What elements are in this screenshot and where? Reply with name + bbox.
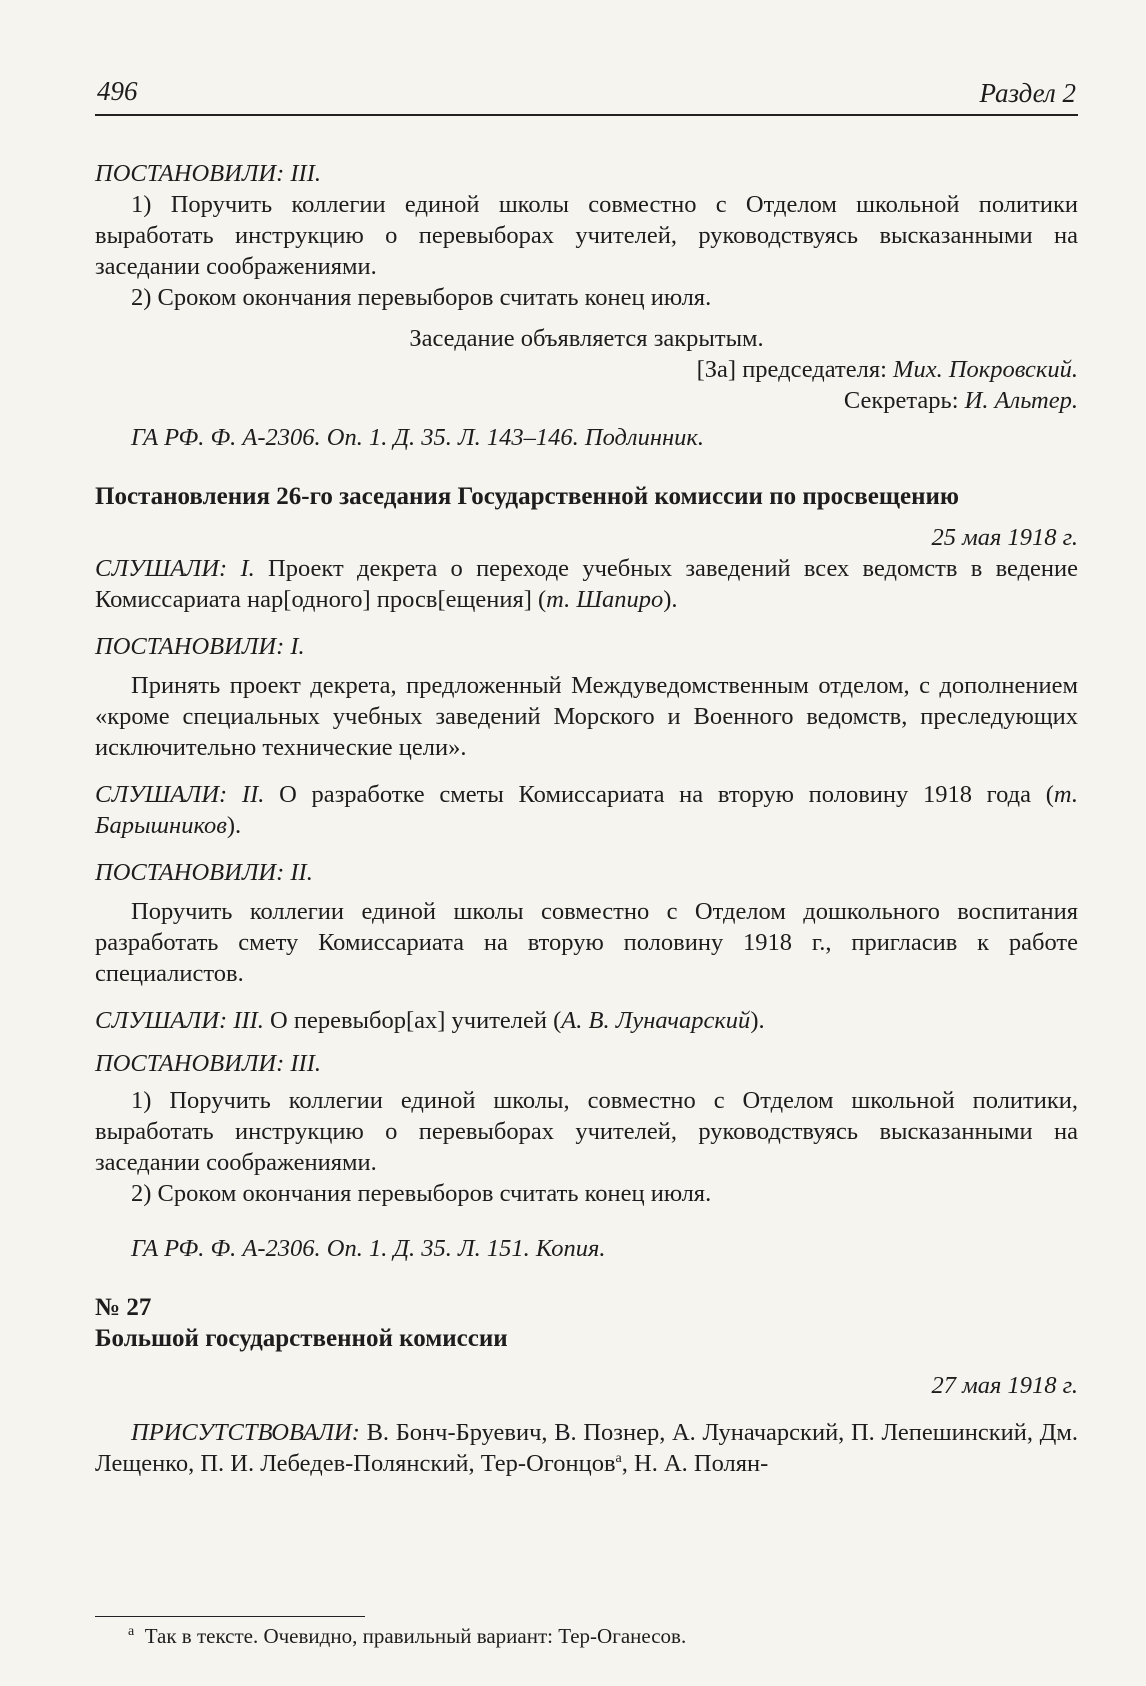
footnote-divider [95, 1616, 365, 1617]
resolved-label: ПОСТАНОВИЛИ: III. [95, 160, 321, 187]
attendees-paragraph: ПРИСУТСТВОВАЛИ: В. Бонч-Бруевич, В. Познер, А. Луначарский, П. Лепешинский, Дм. Лещенко, П. И. Лебедев-Полянский, Тер-Огонцов$^а$, Н. А. Полян- [95, 1419, 1078, 1477]
resolution-item: 1) Поручить коллегии единой школы совместно с Отделом школьной политики выработать инструкцию о перевыборах учителей, руководствуясь высказанными на заседании соображениями. [95, 191, 1078, 280]
resolution-item: 2) Сроком окончания перевыборов считать конец июля. [131, 284, 712, 311]
speaker: т. Шапиро [546, 586, 664, 613]
resolution-item: 1) Поручить коллегии единой школы, совместно с Отделом школьной политики, выработать инструкцию о перевыборах учителей, руководствуясь высказанными на заседании соображениями. [95, 1087, 1078, 1176]
attendees-label: ПРИСУТСТВОВАЛИ: [131, 1419, 360, 1446]
heard-item: СЛУШАЛИ: III. О перевыбор[ах] учителей (А. В. Луначарский). [95, 1007, 765, 1034]
closing-statement: Заседание объявляется закрытым. [409, 325, 764, 352]
secretary-name: И. Альтер. [964, 387, 1078, 414]
resolved-label: ПОСТАНОВИЛИ: I. [95, 633, 305, 660]
document-date: 25 мая 1918 г. [931, 524, 1078, 551]
speaker: А. В. Луначарский [561, 1007, 751, 1034]
secretary-prefix: Секретарь: [843, 387, 965, 414]
resolution-text: Принять проект декрета, предложенный Междуведомственным отделом, с дополнением «кроме специальных учебных заведений Морского и Военного ведомств, преследующих исключительно технические цели». [95, 672, 1078, 761]
footnote-text: Так в тексте. Очевидно, правильный вариант: Тер-Оганесов. [144, 1624, 687, 1648]
archive-reference: ГА РФ. Ф. А-2306. Оп. 1. Д. 35. Л. 151. Копия. [131, 1235, 606, 1262]
chair-prefix: [За] председателя: [696, 356, 894, 383]
resolution-item: 2) Сроком окончания перевыборов считать конец июля. [131, 1180, 712, 1207]
page-content [95, 158, 1078, 1479]
resolution-text: Поручить коллегии единой школы совместно с Отделом дошкольного воспитания разработать смету Комиссариата на вторую половину 1918 г., пригласив к работе специалистов. [95, 898, 1078, 987]
heard-label: СЛУШАЛИ: II. [95, 781, 265, 808]
footnote-mark: а [128, 1624, 135, 1639]
footnote-marker: а [615, 1450, 622, 1466]
heard-label: СЛУШАЛИ: I. [95, 555, 255, 582]
resolved-label: ПОСТАНОВИЛИ: II. [95, 859, 313, 886]
page-number: 496 [97, 76, 138, 106]
footnote [128, 1622, 686, 1650]
document-title: Большой государственной комиссии [95, 1325, 508, 1352]
heard-item: СЛУШАЛИ: I. Проект декрета о переходе учебных заведений всех ведомств в ведение Комиссариата нар[одного] просв[ещения] (т. Шапиро). [95, 555, 1078, 613]
section-label: Раздел 2 [979, 78, 1076, 108]
heard-item: СЛУШАЛИ: II. О разработке сметы Комиссариата на вторую половину 1918 года (т. Барышников). [95, 781, 1078, 839]
chair-name: Мих. Покровский. [893, 356, 1078, 383]
archive-reference: ГА РФ. Ф. А-2306. Оп. 1. Д. 35. Л. 143–146. Подлинник. [131, 424, 704, 451]
document-title: Постановления 26-го заседания Государственной комиссии по просвещению [95, 483, 959, 510]
secretary-signature [95, 385, 1078, 416]
document-date: 27 мая 1918 г. [931, 1372, 1078, 1399]
document-number: № 27 [95, 1294, 152, 1321]
heard-label: СЛУШАЛИ: III. [95, 1007, 264, 1034]
chair-signature [95, 354, 1078, 385]
speaker: т. Барышников [95, 781, 1078, 839]
page-header [95, 74, 1078, 116]
resolved-label: ПОСТАНОВИЛИ: III. [95, 1050, 321, 1077]
